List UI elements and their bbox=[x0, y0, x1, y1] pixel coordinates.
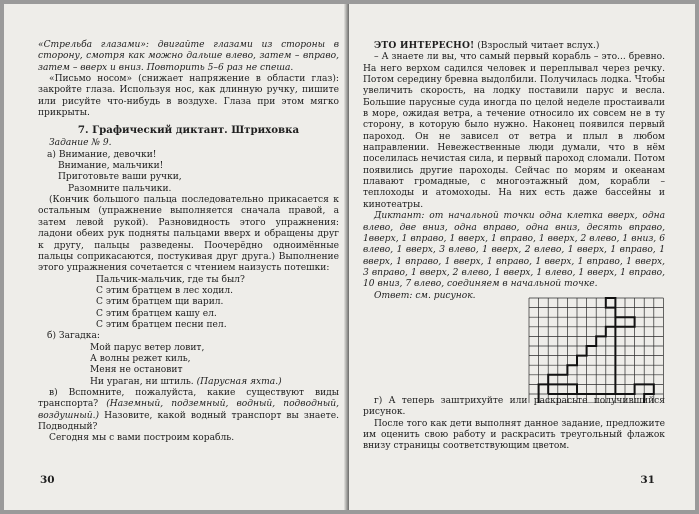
task-number: Задание № 9. bbox=[49, 138, 112, 149]
rhyme-line-2: Внимание, мальчики! bbox=[58, 161, 164, 172]
verse2-line-1: Мой парус ветер ловит, bbox=[90, 342, 205, 353]
interesting-heading bbox=[363, 40, 665, 52]
dictation-text: Диктант: от начальной точки одна клетка вверх, одна влево, две вниз, одна вправо, одна вниз, десять вправо, 1вверх, 1 вправо, 1 вверх, 1 вправо, 1 вверх, 2 влево, 1 вниз, 6 влево, 1 вверх, 3 влево, 1 вверх, 2 влево, 1 вверх, 1 вправо, 1 вверх, 1 вправо, 1 вверх, 1 вправо, 1 вверх, 1 вправо, 1 вверх, 3 вправо, 1 вверх, 2 влево, 1 вверх, 1 влево, 1 вверх, 1 вправо, 10 вниз, 7 влево, соединяем в начальной точке. bbox=[363, 211, 665, 290]
left-page bbox=[4, 4, 347, 510]
transport-question: в) Вспомните, пожалуйста, какие существуют виды транспорта? bbox=[38, 387, 339, 410]
page-number-right: 31 bbox=[640, 474, 655, 486]
ship-grid-svg bbox=[527, 296, 666, 403]
paragraph-evaluation: После того как дети выполнят данное задание, предложите им оценить свою работу и раскрасить треугольный флажок внизу страницы соответствующим цветом. bbox=[363, 418, 665, 452]
paragraph-ship: Сегодня мы с вами построим корабль. bbox=[49, 433, 235, 444]
paragraph-transport bbox=[38, 388, 339, 433]
verse2-line-4 bbox=[38, 377, 339, 388]
rhyme-line-1: а) Внимание, девочки! bbox=[47, 149, 157, 160]
verse1-line-1: Пальчик-мальчик, где ты был? bbox=[96, 274, 245, 285]
paragraph-finger-exercise: (Кончик большого пальца последовательно прикасается к остальным (упражнение выполняется сначала правой, а затем левой рукой). Разновидность этого упражнения: ладони обеих рук подняты пальцами вверх и обращены друг к другу, пальцы разведены. Поочерёдно одноимённые пальцы соприкасаются, постукивая друг друга.) Выполнение этого упражнения сочетается с чтением наизусть потешки: bbox=[38, 195, 339, 274]
transport-question-2: Назовите, какой водный транспорт вы знаете. Подводный? bbox=[38, 410, 339, 432]
paragraph-nose-writing-text: «Письмо носом» (снижает напряжение в области глаз): закройте глаза. Используя нос, как длинную ручку, пишите или рисуйте что-нибудь в воздухе. Глаза при этом мягко прикрыты. bbox=[38, 74, 339, 119]
paragraph-eye-exercise: «Стрельба глазами»: двигайте глазами из стороны в сторону, смотря как можно дальше влево, затем – вправо, затем – вверх и вниз. Повторить 5–6 раз не спеша. bbox=[38, 40, 339, 73]
answer-text: Ответ: см. рисунок. bbox=[374, 290, 476, 301]
verse2-line-3: Меня не остановит bbox=[90, 365, 183, 376]
verse1-line-3: С этим братцем щи варил. bbox=[96, 297, 224, 308]
paragraph-shading: г) А теперь заштрихуйте или раскрасьте получившийся рисунок. bbox=[363, 395, 665, 418]
interesting-subtitle: (Взрослый читает вслух.) bbox=[477, 41, 600, 51]
page-number-left: 30 bbox=[40, 474, 55, 486]
verse2-line-2: А волны режет киль, bbox=[90, 353, 191, 364]
riddle-label: б) Загадка: bbox=[47, 331, 100, 342]
interesting-title: ЭТО ИНТЕРЕСНО! bbox=[374, 40, 475, 51]
rhyme-line-4: Разомните пальчики. bbox=[68, 183, 172, 194]
verse1-line-2: С этим братцем в лес ходил. bbox=[96, 285, 234, 296]
transport-answer: (Наземный, подземный, водный, подводный, воздушный.) bbox=[38, 399, 339, 421]
riddle-answer: (Парусная яхта.) bbox=[196, 376, 282, 387]
right-page bbox=[349, 4, 695, 510]
paragraph-first-ship: – А знаете ли вы, что самый первый корабль – это... бревно. На него верхом садился человек и переплывал через речку. Потом середину бревна выдолбили. Получилась лодка. Чтобы увеличить скорость, на лодку поставили парус и весла. Большие парусные суда иногда по целой неделе простаивали в море, ожидая ветра, а течение относило их совсем не в ту сторону, в которую было нужно. Наконец появился первый пароход. Он не зависел от ветра и плыл в любом направлении. Невежественные люди думали, что в нём поселилась нечистая сила, и первый пароход сломали. Потом появились другие пароходы. Сейчас по морям и океанам плавают громадные, с многоэтажный дом, корабли – теплоходы и атомоходы. На них есть даже бассейны и кинотеатры. bbox=[363, 52, 665, 210]
paragraph-nose-writing bbox=[38, 74, 339, 119]
verse2-line-4-text: Ни ураган, ни штиль. bbox=[90, 376, 194, 387]
rhyme-line-3: Приготовьте ваши ручки, bbox=[58, 172, 182, 183]
section-title: 7. Графический диктант. Штриховка bbox=[77, 124, 300, 137]
verse1-line-5: С этим братцем песни пел. bbox=[96, 319, 227, 330]
ship-grid-figure bbox=[527, 296, 666, 403]
verse1-line-4: С этим братцем кашу ел. bbox=[96, 308, 217, 319]
